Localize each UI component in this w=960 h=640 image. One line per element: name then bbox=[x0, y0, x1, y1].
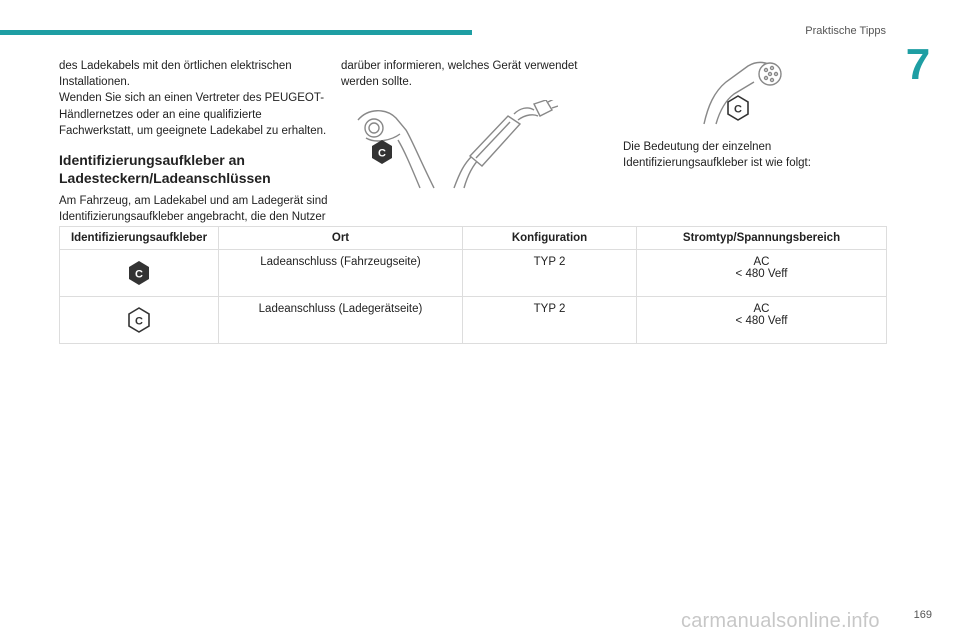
paragraph: darüber informieren, welches Gerät verwendet werden sollte. bbox=[341, 60, 578, 89]
table-header-row bbox=[60, 227, 887, 250]
header-accent-bar bbox=[0, 30, 472, 35]
voltage-range: < 480 Veff bbox=[735, 315, 788, 327]
chapter-number: 7 bbox=[905, 40, 931, 89]
column-header: Identifizierungsaufkleber bbox=[60, 227, 219, 250]
voltage-range: < 480 Veff bbox=[735, 268, 788, 280]
location-cell: Ladeanschluss (Fahrzeugseite) bbox=[219, 250, 463, 297]
column-header: Stromtyp/Spannungsbereich bbox=[637, 227, 887, 250]
svg-text:C: C bbox=[135, 268, 143, 281]
text-column-3 bbox=[623, 139, 853, 171]
watermark: carmanualsonline.info bbox=[681, 610, 880, 632]
charging-cable-illustration bbox=[348, 100, 558, 192]
paragraph: Wenden Sie sich an einen Vertreter des PEUGEOT-Händlernetzes oder an eine qualifizierte Fachwerkstatt, um geeignete Ladekabel zu erhalten. bbox=[59, 92, 327, 137]
c-outline-badge-icon bbox=[126, 307, 152, 333]
paragraph: Die Bedeutung der einzelnen Identifizierungsaufkleber ist wie folgt: bbox=[623, 141, 811, 170]
configuration-cell: TYP 2 bbox=[463, 250, 637, 297]
c-filled-badge-icon bbox=[126, 260, 152, 286]
text-column-2 bbox=[341, 58, 586, 90]
svg-text:C: C bbox=[135, 315, 143, 328]
table-row bbox=[60, 297, 887, 344]
sticker-cell bbox=[60, 250, 219, 297]
c-filled-badge-icon bbox=[372, 140, 392, 164]
text-column-1 bbox=[59, 58, 331, 225]
table-row bbox=[60, 250, 887, 297]
column-header: Konfiguration bbox=[463, 227, 637, 250]
c-outline-badge-icon bbox=[728, 96, 748, 120]
connector-illustration bbox=[700, 56, 790, 126]
current-type-cell bbox=[637, 297, 887, 344]
location-cell: Ladeanschluss (Ladegerätseite) bbox=[219, 297, 463, 344]
svg-text:C: C bbox=[378, 147, 386, 160]
section-title: Praktische Tipps bbox=[805, 25, 886, 37]
page-number: 169 bbox=[913, 609, 932, 621]
paragraph: Am Fahrzeug, am Ladekabel und am Ladegerät sind Identifizierungsaufkleber angebracht, die den Nutzer bbox=[59, 195, 328, 224]
configuration-cell: TYP 2 bbox=[463, 297, 637, 344]
paragraph: des Ladekabels mit den örtlichen elektrischen Installationen. bbox=[59, 60, 292, 89]
svg-text:C: C bbox=[734, 103, 742, 116]
current-type-cell bbox=[637, 250, 887, 297]
sticker-meaning-table bbox=[59, 226, 887, 344]
current-type: AC bbox=[753, 256, 770, 268]
sticker-cell bbox=[60, 297, 219, 344]
current-type: AC bbox=[753, 303, 770, 315]
column-header: Ort bbox=[219, 227, 463, 250]
section-heading: Identifizierungsaufkleber an Ladesteckern/Ladeanschlüssen bbox=[59, 152, 271, 187]
